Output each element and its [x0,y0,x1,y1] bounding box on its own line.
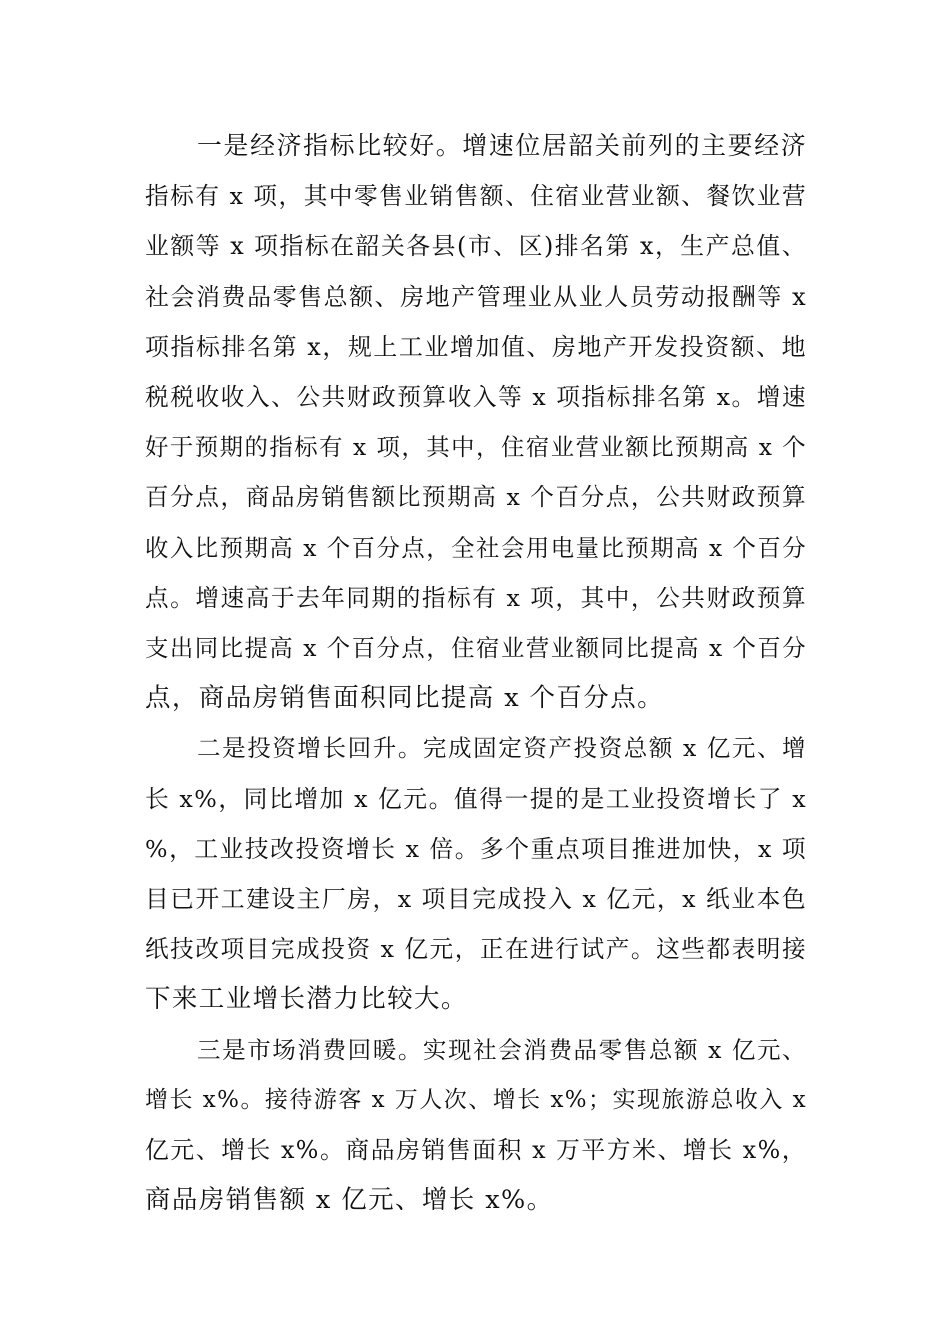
text-line: 收入比预期高 x 个百分点，全社会用电量比预期高 x 个百分 [145,533,807,562]
text-line: 纸技改项目完成投资 x 亿元，正在进行试产。这些都表明接 [145,935,807,964]
text-line: 点，商品房销售面积同比提高 x 个百分点。 [145,683,664,714]
text-line: 业额等 x 项指标在韶关各县(市、区)排名第 x，生产总值、 [145,232,807,261]
text-line: 增长 x%。接待游客 x 万人次、增长 x%；实现旅游总收入 x [145,1086,807,1113]
text-line: 项指标排名第 x，规上工业增加值、房地产开发投资额、地 [145,332,807,361]
text-line: 税税收收入、公共财政预算收入等 x 项指标排名第 x。增速 [145,383,807,412]
text-line: 指标有 x 项，其中零售业销售额、住宿业营业额、餐饮业营 [145,182,807,211]
text-line: 二是投资增长回升。完成固定资产投资总额 x 亿元、增 [197,734,807,763]
paragraph-economic-indicators [145,121,807,723]
paragraph-market-consumption [145,1025,807,1226]
text-line: 亿元、增长 x%。商品房销售面积 x 万平方米、增长 x%， [145,1136,807,1165]
paragraph-investment-growth [145,723,807,1024]
text-line: 百分点，商品房销售额比预期高 x 个百分点，公共财政预算 [145,483,807,512]
text-line: 点。增速高于去年同期的指标有 x 项，其中，公共财政预算 [145,583,807,612]
text-line: 社会消费品零售总额、房地产管理业从业人员劳动报酬等 x [145,282,807,311]
text-line: 长 x%，同比增加 x 亿元。值得一提的是工业投资增长了 x [145,784,807,813]
text-line: 下来工业增长潜力比较大。 [145,984,468,1015]
text-line: 一是经济指标比较好。增速位居韶关前列的主要经济 [197,131,807,160]
text-line: 支出同比提高 x 个百分点，住宿业营业额同比提高 x 个百分 [145,634,807,663]
text-line: 商品房销售额 x 亿元、增长 x%。 [145,1185,554,1216]
text-line: 三是市场消费回暖。实现社会消费品零售总额 x 亿元、 [197,1035,807,1064]
document-body [145,121,807,1225]
text-line: 好于预期的指标有 x 项，其中，住宿业营业额比预期高 x 个 [145,433,807,462]
text-line: %，工业技改投资增长 x 倍。多个重点项目推进加快，x 项 [145,834,807,863]
text-line: 目已开工建设主厂房，x 项目完成投入 x 亿元，x 纸业本色 [145,885,807,914]
